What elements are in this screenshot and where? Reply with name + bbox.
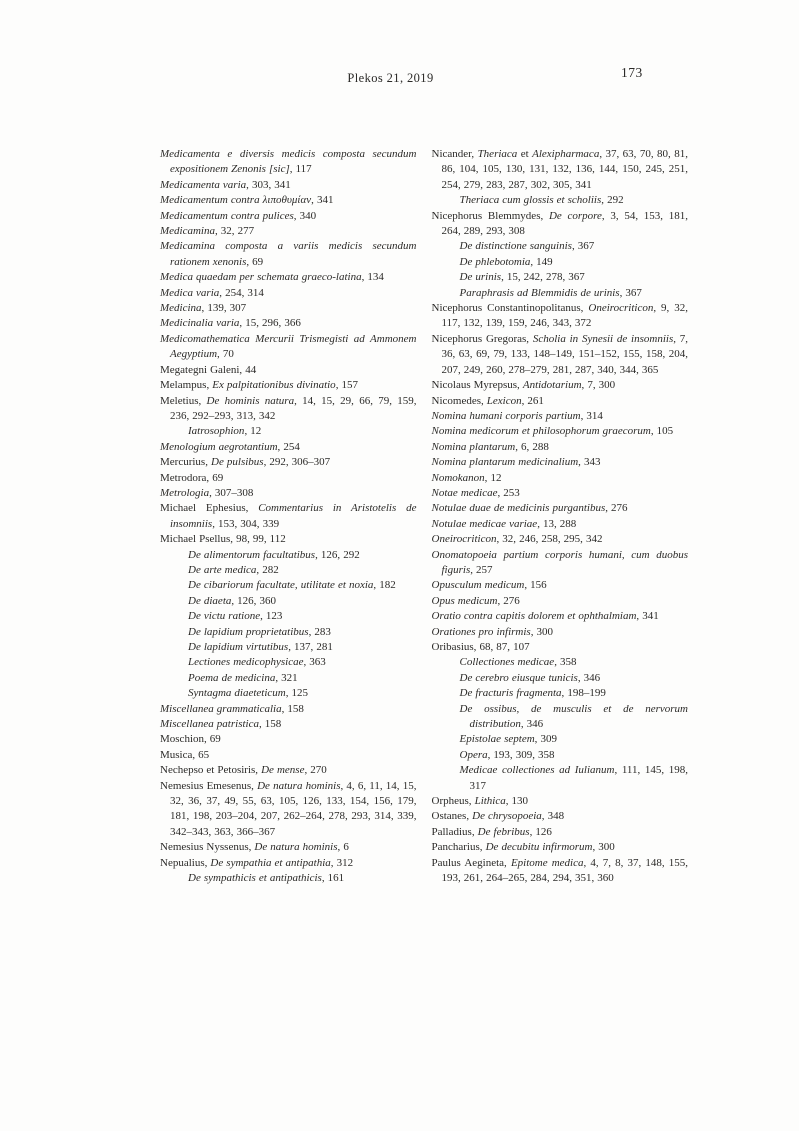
index-entry bbox=[160, 286, 417, 301]
entry-title-text: De distinctione sanguinis bbox=[459, 240, 572, 253]
entry-title-text: Paraphrasis ad Blemmidis de urinis bbox=[459, 286, 620, 299]
entry-title-text: Medicamenta e diversis medicis composta secundum expositionem Zenonis [sic] bbox=[160, 148, 417, 176]
entry-plain-text: , 13, 288 bbox=[537, 517, 577, 530]
entry-plain-text: , 70 bbox=[217, 348, 234, 361]
entry-plain-text: , 3, 54, 153, 181, 264, 289, 293, 308 bbox=[441, 209, 689, 238]
entry-plain-text: , 125 bbox=[285, 687, 309, 700]
entry-plain-text: , 130 bbox=[505, 795, 529, 808]
entry-title-text: Opusculum medicum bbox=[431, 579, 525, 592]
entry-plain-text: , 161 bbox=[321, 872, 345, 885]
index-subentry bbox=[160, 655, 417, 670]
entry-plain-text: , 126, 292 bbox=[315, 548, 360, 561]
entry-title-text: Epitome medica bbox=[510, 856, 584, 869]
index-entry bbox=[160, 763, 417, 778]
index-entry bbox=[160, 471, 417, 486]
entry-title-text: De phlebotomia bbox=[459, 255, 531, 268]
entry-plain-text: , 309 bbox=[534, 733, 557, 746]
entry-title-text: Opus medicum bbox=[431, 594, 498, 607]
entry-title-text: Oratio contra capitis dolorem et ophthalmiam bbox=[431, 610, 637, 623]
entry-plain-text: Ostanes, bbox=[431, 810, 473, 823]
index-entry bbox=[160, 394, 417, 425]
entry-title-text: De cibariorum facultate, utilitate et noxia bbox=[188, 579, 374, 592]
index-entry bbox=[432, 471, 689, 486]
entry-plain-text: , 257 bbox=[470, 563, 493, 576]
index-entry bbox=[432, 640, 689, 655]
index-entry bbox=[432, 301, 689, 332]
index-entry bbox=[432, 548, 689, 579]
entry-plain-text: Metrodora, 69 bbox=[160, 471, 224, 484]
entry-plain-text: , 117 bbox=[289, 163, 312, 176]
entry-plain-text: , 341 bbox=[311, 194, 334, 207]
entry-plain-text: , 300 bbox=[592, 841, 615, 854]
entry-title-text: Opera bbox=[459, 748, 488, 761]
entry-title-text: Syntagma diaeteticum bbox=[188, 687, 286, 700]
index-entry bbox=[160, 779, 417, 841]
entry-title-text: De lapidium proprietatibus bbox=[188, 625, 309, 638]
entry-plain-text: Moschion, 69 bbox=[160, 733, 221, 746]
index-subentry bbox=[432, 686, 689, 701]
entry-plain-text: , 157 bbox=[335, 379, 358, 392]
index-subentry bbox=[160, 640, 417, 655]
entry-plain-text: , 32, 246, 258, 295, 342 bbox=[496, 533, 603, 546]
index-entry bbox=[160, 455, 417, 470]
entry-plain-text: , 6, 288 bbox=[515, 440, 549, 453]
entry-title-text: Alexipharmaca bbox=[532, 148, 600, 160]
index-entry bbox=[432, 609, 689, 624]
entry-plain-text: , 341 bbox=[636, 610, 659, 623]
index-entry bbox=[160, 270, 417, 285]
entry-plain-text: Megategni Galeni, 44 bbox=[160, 363, 257, 376]
entry-plain-text: , 156 bbox=[524, 579, 547, 592]
index-entry bbox=[160, 239, 417, 270]
entry-plain-text: Michael Psellus, 98, 99, 112 bbox=[160, 533, 286, 546]
entry-plain-text: Nepualius, bbox=[160, 856, 211, 869]
entry-title-text: Notae medicae bbox=[431, 486, 498, 499]
index-entry bbox=[160, 840, 417, 855]
entry-title-text: Nomokanon bbox=[431, 471, 485, 484]
entry-title-text: Medicamina composta a variis medicis secundum rationem xenonis bbox=[160, 240, 417, 268]
index-subentry bbox=[160, 871, 417, 886]
entry-plain-text: Nicomedes, bbox=[431, 394, 487, 407]
entry-title-text: Medicina bbox=[160, 302, 202, 315]
entry-title-text: De cerebro eiusque tunicis bbox=[459, 671, 578, 684]
entry-title-text: De fracturis fragmenta bbox=[459, 687, 562, 700]
entry-plain-text: , 292, 306–307 bbox=[263, 456, 331, 469]
entry-plain-text: , 14, 15, 29, 66, 79, 159, 236, 292–293, 313, 342 bbox=[170, 394, 417, 422]
entry-plain-text: et bbox=[517, 148, 533, 160]
entry-plain-text: , 254 bbox=[277, 440, 300, 453]
entry-title-text: Medica varia bbox=[160, 286, 220, 299]
entry-title-text: Lexicon bbox=[486, 394, 522, 407]
entry-plain-text: , 276 bbox=[605, 502, 628, 515]
entry-plain-text: , 270 bbox=[304, 764, 327, 777]
entry-plain-text: , 15, 242, 278, 367 bbox=[501, 271, 585, 284]
index-entry bbox=[160, 209, 417, 224]
entry-plain-text: Mercurius, bbox=[160, 456, 212, 469]
index-columns bbox=[160, 147, 688, 887]
entry-title-text: De victu ratione bbox=[188, 610, 261, 623]
entry-title-text: Epistolae septem bbox=[459, 733, 535, 746]
entry-title-text: Notulae medicae variae bbox=[431, 517, 538, 530]
entry-title-text: Medica quaedam per schemata graeco-latina bbox=[160, 271, 362, 284]
entry-plain-text: , 126 bbox=[529, 825, 552, 838]
entry-title-text: Medicinalia varia bbox=[160, 317, 240, 330]
entry-plain-text: Paulus Aegineta, bbox=[431, 856, 511, 869]
index-subentry bbox=[432, 270, 689, 285]
index-entry bbox=[432, 378, 689, 393]
entry-title-text: De natura hominis bbox=[257, 779, 341, 792]
index-entry bbox=[432, 209, 689, 240]
index-entry bbox=[432, 440, 689, 455]
entry-plain-text: , 123 bbox=[260, 610, 283, 623]
entry-title-text: Nomina plantarum medicinalium bbox=[431, 456, 579, 469]
entry-plain-text: , 139, 307 bbox=[201, 302, 247, 315]
entry-plain-text: , 126, 360 bbox=[231, 594, 276, 607]
entry-title-text: Theriaca cum glossis et scholiis bbox=[459, 194, 602, 207]
entry-plain-text: Nicephorus Gregoras, bbox=[431, 332, 533, 345]
entry-title-text: De sympathicis et antipathicis bbox=[188, 872, 322, 885]
entry-title-text: Orationes pro infirmis bbox=[431, 625, 531, 638]
index-subentry bbox=[432, 286, 689, 301]
entry-title-text: Antidotarium bbox=[522, 379, 582, 392]
index-column-left bbox=[160, 147, 417, 887]
entry-plain-text: , 15, 296, 366 bbox=[239, 317, 301, 330]
index-subentry bbox=[432, 732, 689, 747]
entry-title-text: Medicamentum contra λιποθυμίαν bbox=[160, 194, 312, 207]
entry-plain-text: , 253 bbox=[497, 486, 520, 499]
entry-title-text: Notulae duae de medicinis purgantibus bbox=[431, 502, 606, 515]
entry-title-text: De arte medica bbox=[188, 563, 257, 576]
entry-title-text: Commentarius in Aristotelis de insomniis bbox=[170, 502, 417, 530]
entry-title-text: Nomina medicorum et philosophorum graecorum bbox=[431, 425, 651, 438]
entry-title-text: Medicamina bbox=[160, 225, 215, 238]
entry-plain-text: , 149 bbox=[530, 255, 553, 268]
entry-plain-text: Nicolaus Myrepsus, bbox=[431, 379, 523, 392]
entry-title-text: De hominis natura bbox=[206, 394, 295, 407]
index-subentry bbox=[160, 625, 417, 640]
entry-title-text: Menologium aegrotantium bbox=[160, 440, 278, 453]
entry-plain-text: , 367 bbox=[619, 286, 642, 299]
entry-title-text: De febribus bbox=[477, 825, 530, 838]
index-subentry bbox=[432, 239, 689, 254]
entry-plain-text: Nicephorus Blemmydes, bbox=[431, 209, 549, 222]
index-subentry bbox=[160, 578, 417, 593]
index-entry bbox=[160, 856, 417, 871]
index-entry bbox=[432, 578, 689, 593]
index-subentry bbox=[160, 671, 417, 686]
entry-title-text: Onomatopoeia partium corporis humani, cum duobus figuris bbox=[431, 548, 688, 576]
entry-title-text: De alimentorum facultatibus bbox=[188, 548, 316, 561]
entry-plain-text: , 4, 7, 8, 37, 148, 155, 193, 261, 264–265, 284, 294, 351, 360 bbox=[441, 856, 688, 885]
entry-title-text: De urinis bbox=[459, 271, 502, 284]
entry-plain-text: , 105 bbox=[650, 425, 674, 438]
index-entry bbox=[432, 394, 689, 409]
entry-title-text: Miscellanea grammaticalia bbox=[160, 702, 282, 715]
index-entry bbox=[160, 440, 417, 455]
entry-title-text: Scholia in Synesii de insomniis bbox=[532, 332, 674, 345]
entry-plain-text: , 261 bbox=[521, 394, 544, 407]
index-entry bbox=[432, 517, 689, 532]
entry-plain-text: , 358 bbox=[554, 656, 577, 669]
index-entry bbox=[432, 409, 689, 424]
entry-plain-text: , 363 bbox=[303, 656, 326, 669]
entry-plain-text: Meletius, bbox=[160, 394, 207, 407]
entry-plain-text: , 283 bbox=[308, 625, 331, 638]
index-entry bbox=[432, 809, 689, 824]
entry-plain-text: , 4, 6, 11, 14, 15, 32, 36, 37, 49, 55, 63, 105, 126, 133, 154, 156, 179, 181, 198, 203–204, 207, 262–264, 278, 293, 314, 339, 342–343, 363, 366–367 bbox=[170, 779, 417, 838]
entry-title-text: De pulsibus bbox=[211, 456, 264, 469]
entry-plain-text: Palladius, bbox=[431, 825, 478, 838]
entry-title-text: Nomina plantarum bbox=[431, 440, 516, 453]
index-entry bbox=[160, 147, 417, 178]
index-entry bbox=[160, 378, 417, 393]
entry-plain-text: , 340 bbox=[293, 209, 317, 222]
index-entry bbox=[160, 178, 417, 193]
index-entry bbox=[160, 532, 417, 547]
entry-title-text: De sympathia et antipathia bbox=[210, 856, 331, 869]
entry-plain-text: , 348 bbox=[541, 810, 565, 823]
entry-plain-text: , 367 bbox=[571, 240, 595, 253]
entry-title-text: Lectiones medicophysicae bbox=[188, 656, 304, 669]
entry-plain-text: , 300 bbox=[530, 625, 554, 638]
index-entry bbox=[160, 748, 417, 763]
index-entry bbox=[432, 794, 689, 809]
entry-plain-text: , 134 bbox=[361, 271, 384, 284]
entry-title-text: De diaeta bbox=[188, 594, 232, 607]
index-entry bbox=[160, 316, 417, 331]
entry-title-text: De natura hominis bbox=[254, 841, 338, 854]
entry-plain-text: , 6 bbox=[337, 841, 349, 854]
index-entry bbox=[160, 332, 417, 363]
entry-plain-text: Nemesius Emesenus, bbox=[160, 779, 258, 792]
entry-title-text: De mense bbox=[261, 764, 305, 777]
entry-plain-text: , 282 bbox=[256, 563, 279, 576]
index-subentry bbox=[432, 702, 689, 733]
index-entry bbox=[432, 501, 689, 516]
entry-plain-text: , 276 bbox=[497, 594, 520, 607]
index-entry bbox=[432, 147, 689, 193]
index-entry bbox=[160, 301, 417, 316]
entry-plain-text: Nicephorus Constantinopolitanus, bbox=[431, 302, 589, 315]
index-subentry bbox=[432, 193, 689, 208]
entry-title-text: Nomina humani corporis partium bbox=[431, 409, 581, 422]
index-entry bbox=[160, 224, 417, 239]
entry-plain-text: , 346 bbox=[520, 718, 544, 731]
entry-plain-text: , 137, 281 bbox=[288, 641, 333, 653]
entry-title-text: Iatrosophion bbox=[188, 425, 245, 438]
entry-plain-text: , 9, 32, 117, 132, 139, 159, 246, 343, 372 bbox=[441, 302, 688, 330]
index-entry bbox=[432, 856, 689, 887]
entry-title-text: De corpore bbox=[548, 209, 602, 222]
entry-title-text: Collectiones medicae bbox=[459, 656, 555, 669]
journal-header: Plekos 21, 2019 bbox=[347, 71, 434, 85]
index-entry bbox=[432, 532, 689, 547]
entry-title-text: Medicomathematica Mercurii Trismegisti ad Ammonem Aegyptium bbox=[160, 332, 417, 361]
entry-plain-text: , 312 bbox=[330, 856, 354, 869]
index-entry bbox=[160, 363, 417, 378]
index-entry bbox=[160, 717, 417, 732]
entry-title-text: Medicamentum contra pulices bbox=[160, 209, 294, 222]
entry-plain-text: , 32, 277 bbox=[214, 225, 255, 238]
entry-title-text: De decubitu infirmorum bbox=[485, 841, 593, 854]
page-number: 173 bbox=[621, 65, 643, 80]
index-entry bbox=[432, 486, 689, 501]
index-subentry bbox=[432, 255, 689, 270]
index-subentry bbox=[432, 763, 689, 794]
index-subentry bbox=[160, 609, 417, 624]
index-subentry bbox=[160, 548, 417, 563]
entry-plain-text: Musica, 65 bbox=[160, 748, 210, 761]
index-column-right bbox=[432, 147, 689, 887]
entry-plain-text: , 182 bbox=[373, 579, 396, 592]
entry-plain-text: , 303, 341 bbox=[246, 178, 291, 191]
index-subentry bbox=[160, 424, 417, 439]
entry-plain-text: , 314 bbox=[580, 409, 603, 422]
entry-plain-text: , 321 bbox=[275, 671, 298, 684]
index-entry bbox=[160, 193, 417, 208]
entry-plain-text: , 307–308 bbox=[209, 486, 254, 499]
entry-plain-text: Nechepso et Petosiris, bbox=[160, 764, 262, 777]
entry-plain-text: , 7, 36, 63, 69, 79, 133, 148–149, 151–152, 155, 158, 204, 207, 249, 260, 278–279, 281, 287, 340, 344, 365 bbox=[441, 332, 689, 376]
entry-plain-text: , 158 bbox=[258, 718, 282, 731]
entry-title-text: Medicae collectiones ad Iulianum bbox=[459, 764, 615, 777]
index-entry bbox=[432, 455, 689, 470]
entry-plain-text: Oribasius, 68, 87, 107 bbox=[431, 641, 530, 653]
entry-title-text: Medicamenta varia bbox=[160, 178, 247, 191]
index-subentry bbox=[160, 563, 417, 578]
entry-plain-text: , 254, 314 bbox=[219, 286, 264, 299]
entry-plain-text: , 111, 145, 198, 317 bbox=[469, 764, 688, 792]
entry-title-text: Poema de medicina bbox=[188, 671, 276, 684]
entry-plain-text: Melampus, bbox=[160, 379, 213, 392]
index-entry bbox=[160, 732, 417, 747]
entry-plain-text: , 12 bbox=[244, 425, 262, 438]
entry-title-text: De ossibus, de musculis et de nervorum distribution bbox=[459, 702, 688, 731]
index-entry bbox=[432, 625, 689, 640]
index-subentry bbox=[432, 655, 689, 670]
entry-title-text: Miscellanea patristica bbox=[160, 718, 259, 731]
entry-plain-text: , 346 bbox=[577, 671, 601, 684]
index-entry bbox=[432, 840, 689, 855]
entry-plain-text: , 343 bbox=[578, 456, 601, 469]
index-entry bbox=[160, 501, 417, 532]
index-subentry bbox=[160, 594, 417, 609]
entry-plain-text: , 292 bbox=[601, 194, 624, 207]
entry-plain-text: , 158 bbox=[281, 702, 304, 715]
entry-title-text: Ex palpitationibus divinatio bbox=[212, 379, 336, 392]
entry-title-text: Oneirocriticon bbox=[431, 533, 497, 546]
index-subentry bbox=[432, 748, 689, 763]
index-entry bbox=[432, 424, 689, 439]
entry-title-text: De lapidium virtutibus bbox=[188, 641, 289, 653]
entry-plain-text: , 37, 63, 70, 80, 81, 86, 104, 105, 130, 131, 132, 136, 144, 150, 245, 251, 254, 279, 283, 287, 302, 305, 341 bbox=[441, 148, 688, 191]
entry-title-text: Metrologia bbox=[160, 486, 210, 499]
index-subentry bbox=[432, 671, 689, 686]
entry-plain-text: , 7, 300 bbox=[581, 379, 616, 392]
entry-plain-text: Orpheus, bbox=[431, 795, 475, 808]
entry-plain-text: Pancharius, bbox=[431, 841, 486, 854]
entry-title-text: Oneirocriticon bbox=[588, 302, 654, 315]
entry-plain-text: , 153, 304, 339 bbox=[212, 517, 280, 530]
entry-plain-text: Nicander, bbox=[431, 148, 478, 160]
index-entry bbox=[432, 594, 689, 609]
entry-plain-text: , 69 bbox=[246, 255, 264, 268]
entry-title-text: Lithica bbox=[474, 795, 506, 808]
index-entry bbox=[160, 702, 417, 717]
entry-plain-text: , 12 bbox=[484, 471, 502, 484]
index-entry bbox=[432, 825, 689, 840]
entry-title-text: De chrysopoeia bbox=[472, 810, 542, 823]
entry-title-text: Theriaca bbox=[477, 148, 518, 160]
index-subentry bbox=[160, 686, 417, 701]
entry-plain-text: , 193, 309, 358 bbox=[487, 748, 555, 761]
entry-plain-text: Michael Ephesius, bbox=[160, 502, 259, 515]
entry-plain-text: , 198–199 bbox=[561, 687, 606, 700]
entry-plain-text: Nemesius Nyssenus, bbox=[160, 841, 255, 854]
index-entry bbox=[160, 486, 417, 501]
index-entry bbox=[432, 332, 689, 378]
